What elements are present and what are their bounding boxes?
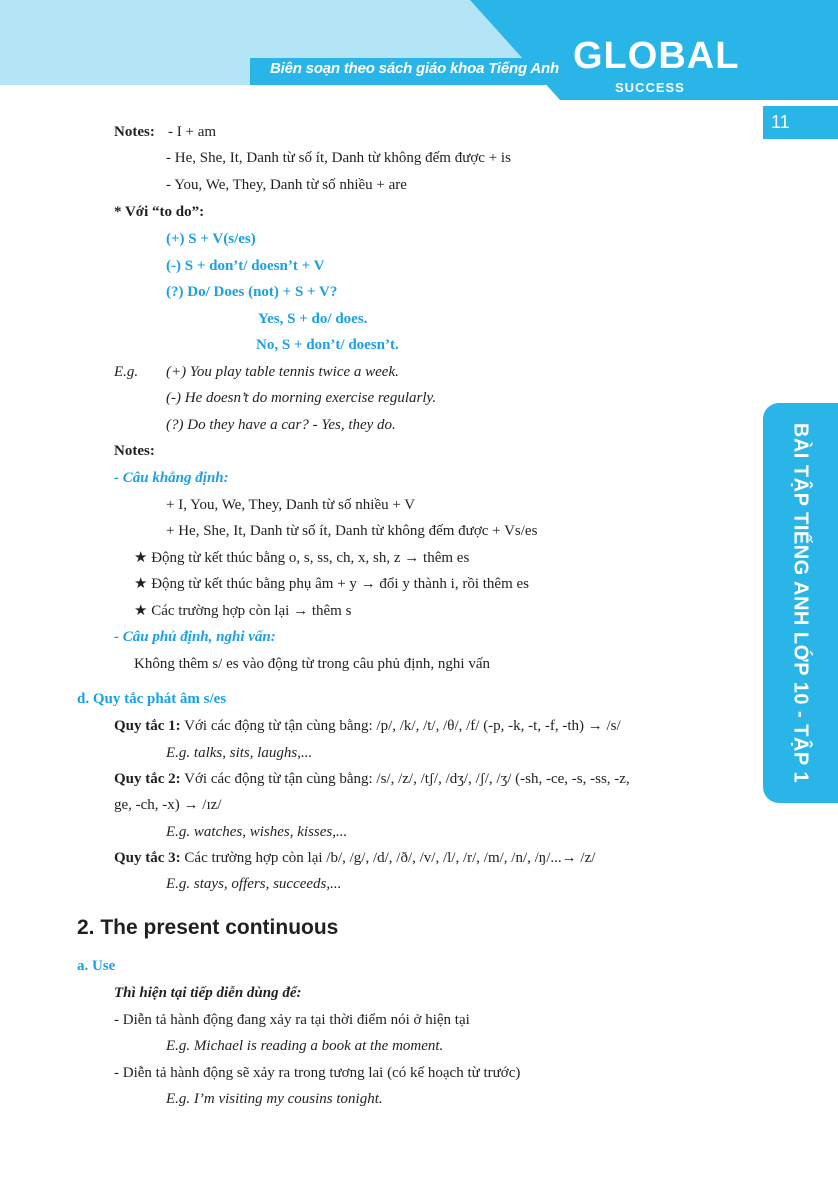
star-icon: ★ [134,603,148,619]
subsection-heading: a. Use [77,958,116,974]
todo-heading: * Với “to do”: [114,204,205,220]
use-line: - Diễn tả hành động sẽ xảy ra trong tương lai (có kế hoạch từ trước) [114,1065,521,1081]
rule-text: Với các động từ tận cùng bằng: /s/, /z/, /tʃ/, /dʒ/, /ʃ/, /ʒ/ (-sh, -ce, -s, -ss, -z, [184,771,630,787]
rule-label: Quy tắc 2: [114,771,181,787]
note-line: - I + am [168,124,217,140]
star-icon: ★ [134,550,148,566]
bullet-text: Các trường hợp còn lại → thêm s [151,603,352,619]
example-line: (?) Do they have a car? - Yes, they do. [166,417,396,433]
brand-logo-sub: SUCCESS [615,80,685,95]
page-number: 11 [763,106,838,139]
rule-line: + I, You, We, They, Danh từ số nhiều + V [166,497,416,513]
formula-line: No, S + don’t/ doesn’t. [256,337,399,353]
section-heading: d. Quy tắc phát âm s/es [77,691,227,707]
example-label: E.g. [114,364,139,380]
example-line: (+) You play table tennis twice a week. [166,364,399,380]
series-subtitle: Biên soạn theo sách giáo khoa Tiếng Anh [270,60,559,77]
example-line: E.g. Michael is reading a book at the moment. [166,1038,444,1054]
notes-label: Notes: [114,124,155,140]
negative-text: Không thêm s/ es vào động từ trong câu phủ định, nghi vấn [134,656,491,672]
rule-3 [114,848,595,868]
brand-logo: GLOBAL [573,35,740,77]
rule-1 [114,716,621,736]
example-line: (-) He doesn’t do morning exercise regularly. [166,390,437,406]
rule-text: Với các động từ tận cùng bằng: /p/, /k/, /t/, /θ/, /f/ (-p, -k, -t, -f, -th) → /s/ [184,718,621,734]
affirmative-title: - Câu khẳng định: [114,470,229,486]
example-line: E.g. I’m visiting my cousins tonight. [166,1091,383,1107]
negative-title: - Câu phủ định, nghi vấn: [114,629,276,645]
section-title: 2. The present continuous [77,916,339,939]
use-line: - Diễn tả hành động đang xảy ra tại thời điểm nói ở hiện tại [114,1012,470,1028]
bullet-item [134,574,529,594]
star-icon: ★ [134,576,148,592]
bullet-item [134,601,351,621]
rule-label: Quy tắc 3: [114,850,181,866]
header-banner [0,0,838,100]
bullet-text: Động từ kết thúc bằng o, s, ss, ch, x, sh, z → thêm es [151,550,470,566]
note-line: - You, We, They, Danh từ số nhiều + are [166,177,407,193]
rule-2 [114,769,630,789]
rule-text-cont: ge, -ch, -x) → /ɪz/ [114,797,222,813]
notes-label: Notes: [114,443,155,459]
rule-label: Quy tắc 1: [114,718,181,734]
example-line: E.g. talks, sits, laughs,... [166,745,313,761]
use-intro: Thì hiện tại tiếp diễn dùng để: [114,985,302,1001]
bullet-text: Động từ kết thúc bằng phụ âm + y → đổi y thành i, rồi thêm es [151,576,529,592]
bullet-item [134,548,469,568]
formula-line: (?) Do/ Does (not) + S + V? [166,284,338,300]
example-line: E.g. watches, wishes, kisses,... [166,824,348,840]
formula-line: (-) S + don’t/ doesn’t + V [166,258,325,274]
note-line: - He, She, It, Danh từ số ít, Danh từ không đếm được + is [166,150,511,166]
rule-line: + He, She, It, Danh từ số ít, Danh từ không đếm được + Vs/es [166,523,538,539]
formula-line: Yes, S + do/ does. [258,311,368,327]
side-tab-label: BÀI TẬP TIẾNG ANH LỚP 10 - TẬP 1 [789,422,812,784]
example-line: E.g. stays, offers, succeeds,... [166,876,342,892]
rule-text: Các trường hợp còn lại /b/, /g/, /d/, /ð/, /v/, /l/, /r/, /m/, /n/, /ŋ/...→ /z/ [184,850,596,866]
formula-line: (+) S + V(s/es) [166,231,256,247]
